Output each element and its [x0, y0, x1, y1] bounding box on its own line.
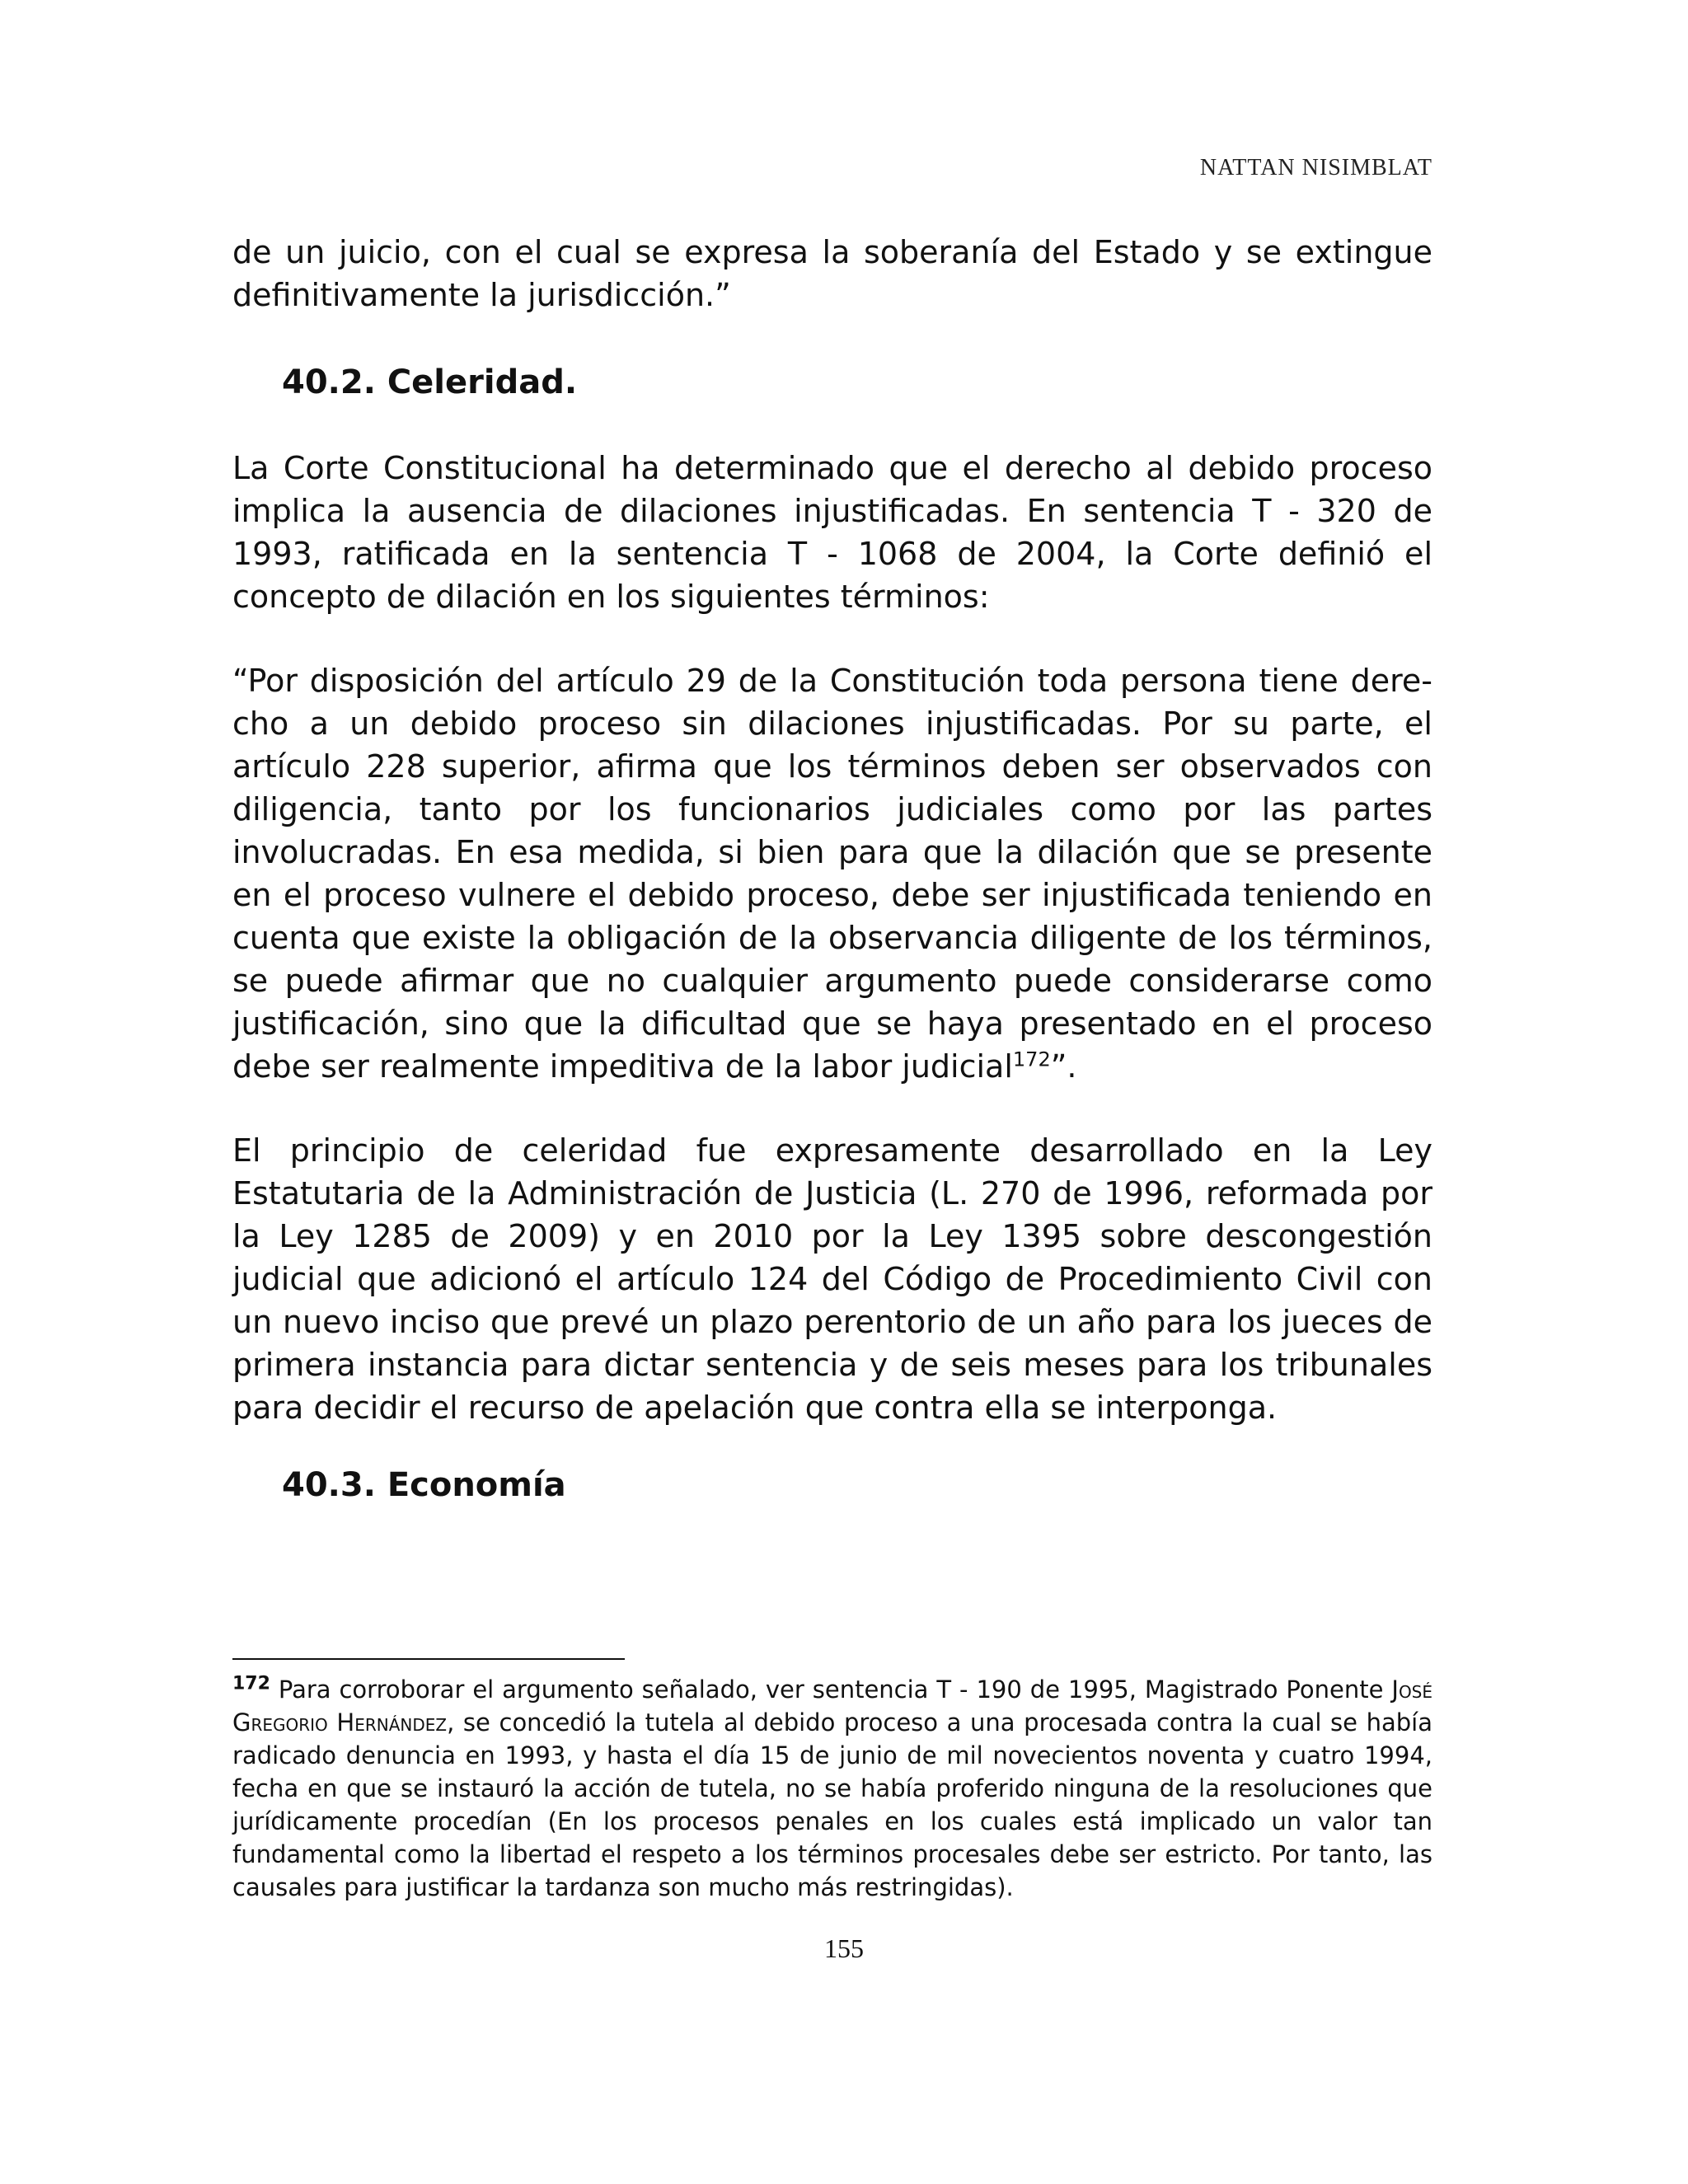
- section-heading-economia: 40.3. Economía: [282, 1466, 566, 1504]
- quote-text: “Por disposición del artículo 29 de la Constitución toda persona tiene derecho a un debido proceso sin dilaciones injustificadas. Por su parte, el artículo 228 superior, afirma que los términos deben ser observados con diligencia, tanto por los funcionarios judiciales como por las partes involucradas. En esa medida, si bien para que la dilación que se presente en el proceso vulnere el debido proceso, debe ser injustificada teniendo en cuenta que existe la obligación de la observancia diligente de los términos, se puede afirmar que no cualquier argumento puede considerarse como justificación, sino que la dificultad que se haya presentado en el proceso debe ser realmente impeditiva de la labor judicial: [232, 663, 1432, 1085]
- running-head: NATTAN NISIMBLAT: [1199, 155, 1432, 180]
- paragraph-principio-celeridad: El principio de celeridad fue expresamente desarrollado en la Ley Estatutaria de la Administración de Justicia (L. 270 de 1996, reformada por la Ley 1285 de 2009) y en 2010 por la Ley 1395 sobre descongestión judicial que adicionó el artículo 124 del Código de Procedimiento Civil con un nuevo inciso que prevé un plazo perentorio de un año para los jueces de primera instancia para dictar sentencia y de seis meses para los tribunales para decidir el recurso de apelación que contra ella se interponga.: [232, 1132, 1432, 1426]
- paragraph-celeridad-intro: La Corte Constitucional ha determinado que el derecho al debido proceso implica la ausencia de dilaciones injustificadas. En sentencia T - 320 de 1993, ratificada en la sentencia T - 1068 de 2004, la Corte definió el concepto de dilación en los siguientes términos:: [232, 450, 1432, 615]
- footnote-divider: [232, 1658, 625, 1660]
- page-number: 155: [824, 1933, 864, 1963]
- footnote-text-after: , se concedió la tutela al debido proceso a una procesada contra la cual se había radicado denuncia en 1993, y hasta el día 15 de junio de mil novecientos noventa y cuatro 1994, fecha en que se instauró la acción de tutela, no se había proferido ninguna de la resoluciones que jurídicamente procedían (En los procesos penales en los cuales está implicado un valor tan fundamental como la libertad el respeto a los términos procesales debe ser estricto. Por tanto, las causales para justificar la tardanza son mucho más restringidas).: [232, 1708, 1432, 1901]
- footnote-number: 172: [232, 1673, 270, 1694]
- paragraph-continuation: de un juicio, con el cual se expresa la soberanía del Estado y se extingue definitivamente la jurisdicción.”: [232, 234, 1432, 313]
- footnote-reference[interactable]: 172: [1012, 1047, 1051, 1071]
- footnote-text-before: Para corroborar el argumento señalado, ver sentencia T - 190 de 1995, Magistrado Ponente: [278, 1675, 1384, 1704]
- block-quote: [232, 659, 1432, 1088]
- section-heading-celeridad: 40.2. Celeridad.: [282, 363, 578, 401]
- footnote-author: José Gregorio Hernández: [232, 1675, 1433, 1736]
- quote-end: ”.: [1050, 1048, 1077, 1085]
- footnote-172: [232, 1673, 1432, 1904]
